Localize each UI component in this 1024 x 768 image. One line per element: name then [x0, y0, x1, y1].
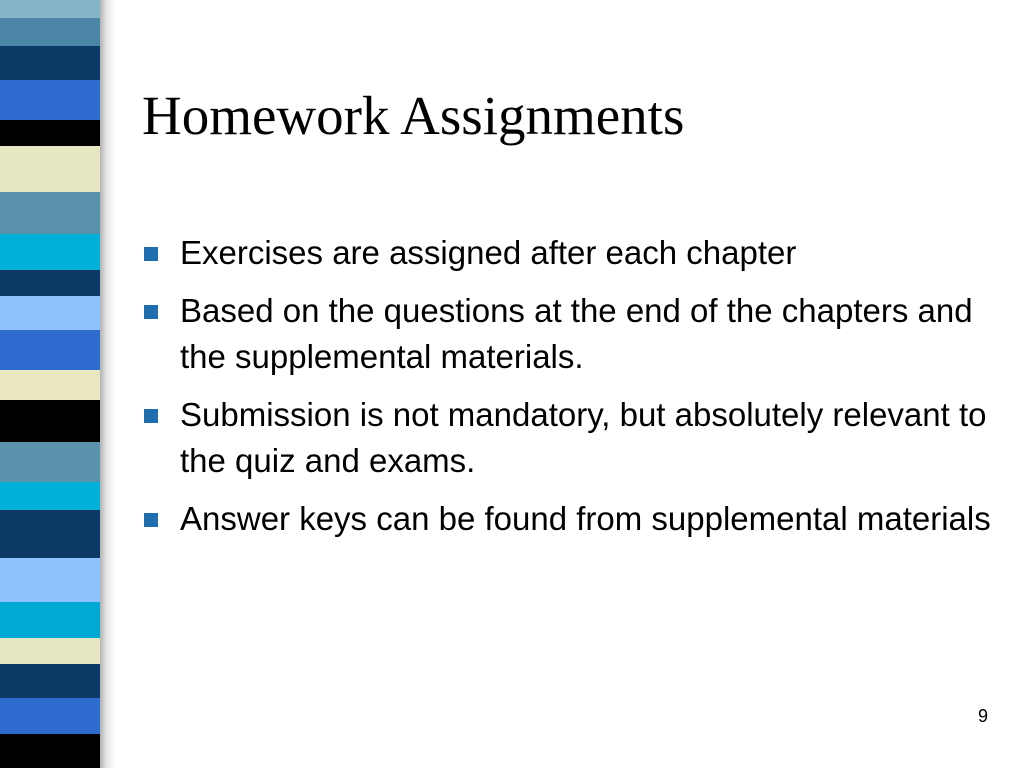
square-bullet-icon — [144, 409, 158, 423]
strip-block — [0, 46, 100, 80]
square-bullet-icon — [144, 305, 158, 319]
strip-block — [0, 146, 100, 192]
strip-block — [0, 698, 100, 734]
bullet-list — [144, 230, 1004, 554]
bullet-item — [144, 230, 1004, 276]
strip-block — [0, 80, 100, 120]
strip-block — [0, 734, 100, 768]
bullet-item — [144, 288, 1004, 380]
strip-block — [0, 370, 100, 400]
square-bullet-icon — [144, 247, 158, 261]
strip-block — [0, 664, 100, 698]
strip-shadow — [100, 0, 116, 768]
strip-block — [0, 234, 100, 270]
bullet-item — [144, 496, 1004, 542]
bullet-text: Based on the questions at the end of the chapters and the supplemental materials. — [180, 292, 973, 375]
strip-block — [0, 0, 100, 18]
bullet-item — [144, 392, 1004, 484]
strip-block — [0, 638, 100, 664]
bullet-text: Answer keys can be found from supplemental materials — [180, 500, 991, 537]
strip-block — [0, 510, 100, 558]
square-bullet-icon — [144, 513, 158, 527]
strip-block — [0, 18, 100, 46]
slide-title: Homework Assignments — [142, 85, 685, 146]
strip-block — [0, 442, 100, 482]
strip-block — [0, 482, 100, 510]
strip-block — [0, 330, 100, 370]
strip-block — [0, 558, 100, 602]
decorative-strip — [0, 0, 100, 768]
strip-block — [0, 602, 100, 638]
strip-block — [0, 296, 100, 330]
strip-block — [0, 192, 100, 234]
strip-block — [0, 270, 100, 296]
bullet-text: Exercises are assigned after each chapter — [180, 234, 797, 271]
strip-block — [0, 120, 100, 146]
page-number: 9 — [977, 706, 988, 726]
strip-block — [0, 400, 100, 442]
bullet-text: Submission is not mandatory, but absolutely relevant to the quiz and exams. — [180, 396, 987, 479]
